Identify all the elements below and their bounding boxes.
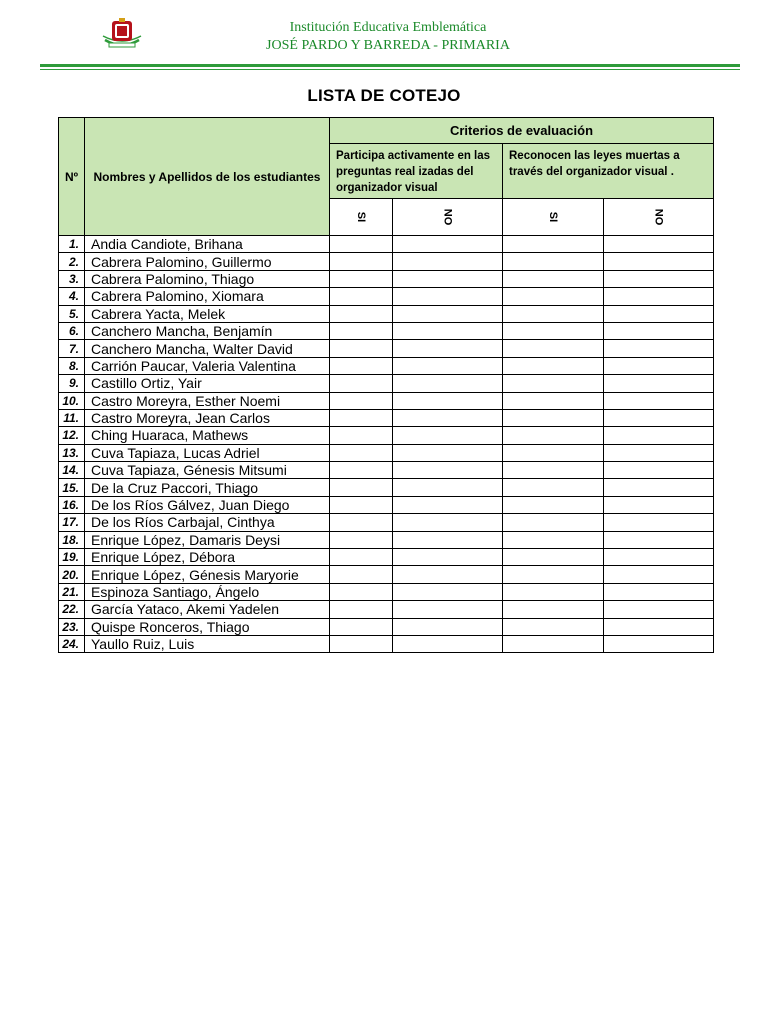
table-row xyxy=(59,462,714,479)
criterion-1-no-cell xyxy=(393,444,503,461)
criterion-2-yes-cell xyxy=(503,375,604,392)
criterion-1-yes-cell xyxy=(330,270,393,287)
student-name: Castro Moreyra, Esther Noemi xyxy=(85,392,330,409)
criterion-2-yes-cell xyxy=(503,514,604,531)
criterion-1-yes-cell xyxy=(330,549,393,566)
table-row xyxy=(59,427,714,444)
criterion-2-yes-cell xyxy=(503,288,604,305)
table-row xyxy=(59,409,714,426)
table-row xyxy=(59,549,714,566)
criterion-2-no-cell xyxy=(604,305,714,322)
criterion-1-yes-cell xyxy=(330,305,393,322)
criterion-2-yes-cell xyxy=(503,531,604,548)
criterion-2-yes-cell xyxy=(503,236,604,253)
student-number: 22. xyxy=(59,601,85,618)
student-name: Andia Candiote, Brihana xyxy=(85,236,330,253)
criterion-1-no-cell xyxy=(393,462,503,479)
student-name: Cabrera Palomino, Thiago xyxy=(85,270,330,287)
criterion-2-yes-cell xyxy=(503,322,604,339)
criterion-1-yes-cell xyxy=(330,392,393,409)
criteria-heading: Criterios de evaluación xyxy=(330,118,714,144)
criterion-1-no-cell xyxy=(393,236,503,253)
criterion-2-no-cell xyxy=(604,531,714,548)
student-name: Castro Moreyra, Jean Carlos xyxy=(85,409,330,426)
criterion-1-no-cell xyxy=(393,601,503,618)
criterion-1-yes-cell xyxy=(330,288,393,305)
student-number: 18. xyxy=(59,531,85,548)
table-row xyxy=(59,618,714,635)
criterion-1-yes-cell xyxy=(330,514,393,531)
criterion-2-yes-cell xyxy=(503,392,604,409)
student-number: 12. xyxy=(59,427,85,444)
student-name: Cabrera Yacta, Melek xyxy=(85,305,330,322)
criterion-2-no-cell xyxy=(604,288,714,305)
student-number: 10. xyxy=(59,392,85,409)
student-name: Cuva Tapiaza, Génesis Mitsumi xyxy=(85,462,330,479)
student-number: 8. xyxy=(59,357,85,374)
criterion-2-yes-cell xyxy=(503,566,604,583)
table-row xyxy=(59,322,714,339)
table-row xyxy=(59,531,714,548)
criterion-1-no-cell xyxy=(393,479,503,496)
student-name: De la Cruz Paccori, Thiago xyxy=(85,479,330,496)
student-number: 13. xyxy=(59,444,85,461)
criterion-1-no-cell xyxy=(393,253,503,270)
table-row xyxy=(59,236,714,253)
criterion-1-no-cell xyxy=(393,305,503,322)
criterion-2-yes-cell xyxy=(503,270,604,287)
criterion-2-no-cell xyxy=(604,357,714,374)
criterion-1-no-cell xyxy=(393,427,503,444)
student-name: Ching Huaraca, Mathews xyxy=(85,427,330,444)
student-number: 6. xyxy=(59,322,85,339)
criterion-2-no-cell xyxy=(604,618,714,635)
table-row xyxy=(59,340,714,357)
criterion-2-no-cell xyxy=(604,375,714,392)
criterion-2-no-cell xyxy=(604,409,714,426)
criterion-2-no-cell xyxy=(604,635,714,652)
student-number: 16. xyxy=(59,496,85,513)
checklist-table xyxy=(58,117,714,653)
student-name: Canchero Mancha, Walter David xyxy=(85,340,330,357)
criterion-1-no-cell xyxy=(393,549,503,566)
student-number: 17. xyxy=(59,514,85,531)
student-number: 23. xyxy=(59,618,85,635)
school-level-name: JOSÉ PARDO Y BARREDA - PRIMARIA xyxy=(266,38,510,53)
student-name: Cabrera Palomino, Xiomara xyxy=(85,288,330,305)
criterion-1-no-header xyxy=(393,199,503,236)
criterion-2-no-cell xyxy=(604,392,714,409)
student-name: Carrión Paucar, Valeria Valentina xyxy=(85,357,330,374)
student-name: Cabrera Palomino, Guillermo xyxy=(85,253,330,270)
institution-name: Institución Educativa Emblemática xyxy=(289,20,487,35)
table-row xyxy=(59,514,714,531)
student-number: 2. xyxy=(59,253,85,270)
criterion-1-yes-header xyxy=(330,199,393,236)
criterion-2-no-cell xyxy=(604,444,714,461)
criterion-2-no-cell xyxy=(604,479,714,496)
criterion-2-no-cell xyxy=(604,253,714,270)
criterion-2-no-cell xyxy=(604,462,714,479)
student-name: García Yataco, Akemi Yadelen xyxy=(85,601,330,618)
criterion-2-no-cell xyxy=(604,514,714,531)
criterion-1-yes-cell xyxy=(330,601,393,618)
criterion-2-yes-cell xyxy=(503,253,604,270)
criterion-2-no-cell xyxy=(604,340,714,357)
student-number: 9. xyxy=(59,375,85,392)
criterion-1-no-cell xyxy=(393,270,503,287)
criterion-1-no-cell xyxy=(393,496,503,513)
criterion-2-yes-cell xyxy=(503,357,604,374)
criterion-1-no-cell xyxy=(393,618,503,635)
student-number: 5. xyxy=(59,305,85,322)
criterion-1-no-cell xyxy=(393,514,503,531)
criterion-2-no-cell xyxy=(604,322,714,339)
student-name: Enrique López, Damaris Deysi xyxy=(85,531,330,548)
criterion-1-no-cell xyxy=(393,409,503,426)
criterion-1-yes-cell xyxy=(330,635,393,652)
table-row xyxy=(59,566,714,583)
number-column-header: Nº xyxy=(59,118,85,236)
criterion-1-no-cell xyxy=(393,392,503,409)
criterion-2-yes-cell xyxy=(503,444,604,461)
table-row xyxy=(59,270,714,287)
student-number: 7. xyxy=(59,340,85,357)
criterion-2-no-cell xyxy=(604,583,714,600)
student-number: 21. xyxy=(59,583,85,600)
criterion-2-no-cell xyxy=(604,549,714,566)
criterion-2-yes-cell xyxy=(503,583,604,600)
student-rows xyxy=(59,236,714,653)
criterion-1-yes-cell xyxy=(330,236,393,253)
student-name: Espinoza Santiago, Ángelo xyxy=(85,583,330,600)
table-row xyxy=(59,305,714,322)
table-row xyxy=(59,583,714,600)
criterion-2-no-cell xyxy=(604,566,714,583)
student-number: 19. xyxy=(59,549,85,566)
table-row xyxy=(59,635,714,652)
criterion-1-yes-cell xyxy=(330,479,393,496)
criterion-2-no-cell xyxy=(604,601,714,618)
criterion-2-no-cell xyxy=(604,270,714,287)
student-number: 1. xyxy=(59,236,85,253)
criterion-1-yes-cell xyxy=(330,340,393,357)
student-name: Castillo Ortiz, Yair xyxy=(85,375,330,392)
criterion-1-yes-cell xyxy=(330,444,393,461)
header-divider-thin xyxy=(40,69,740,70)
no-label: NO xyxy=(652,208,665,226)
criterion-1-yes-cell xyxy=(330,253,393,270)
names-column-header: Nombres y Apellidos de los estudiantes xyxy=(85,118,330,236)
criterion-1-no-cell xyxy=(393,583,503,600)
criterion-2-yes-cell xyxy=(503,479,604,496)
student-name: Canchero Mancha, Benjamín xyxy=(85,322,330,339)
criterion-1-no-cell xyxy=(393,288,503,305)
criterion-1-yes-cell xyxy=(330,618,393,635)
header-divider xyxy=(40,64,740,67)
table-row xyxy=(59,375,714,392)
student-name: Yaullo Ruiz, Luis xyxy=(85,635,330,652)
criterion-1-no-cell xyxy=(393,322,503,339)
criterion-1-yes-cell xyxy=(330,375,393,392)
criterion-1-yes-cell xyxy=(330,322,393,339)
criterion-2-yes-cell xyxy=(503,635,604,652)
criterion-1-yes-cell xyxy=(330,496,393,513)
criterion-2-yes-cell xyxy=(503,496,604,513)
table-row xyxy=(59,253,714,270)
student-number: 11. xyxy=(59,409,85,426)
table-row xyxy=(59,357,714,374)
criterion-1-no-cell xyxy=(393,357,503,374)
criterion-1-no-cell xyxy=(393,635,503,652)
criterion-2-yes-cell xyxy=(503,462,604,479)
criterion-2-description: Reconocen las leyes muertas a través del organizador visual . xyxy=(503,144,714,199)
student-name: Enrique López, Génesis Maryorie xyxy=(85,566,330,583)
criterion-2-no-cell xyxy=(604,496,714,513)
yes-label: SI xyxy=(547,211,559,223)
criterion-1-yes-cell xyxy=(330,427,393,444)
table-row xyxy=(59,444,714,461)
table-row xyxy=(59,288,714,305)
student-number: 3. xyxy=(59,270,85,287)
criterion-2-yes-header xyxy=(503,199,604,236)
criterion-1-no-cell xyxy=(393,375,503,392)
criterion-1-yes-cell xyxy=(330,357,393,374)
criterion-1-no-cell xyxy=(393,340,503,357)
criterion-2-yes-cell xyxy=(503,409,604,426)
criterion-1-no-cell xyxy=(393,531,503,548)
criterion-1-no-cell xyxy=(393,566,503,583)
student-name: De los Ríos Carbajal, Cinthya xyxy=(85,514,330,531)
criterion-2-yes-cell xyxy=(503,340,604,357)
criterion-2-no-cell xyxy=(604,427,714,444)
table-row xyxy=(59,479,714,496)
document-header xyxy=(0,0,768,75)
criterion-1-yes-cell xyxy=(330,462,393,479)
criterion-1-yes-cell xyxy=(330,531,393,548)
student-number: 14. xyxy=(59,462,85,479)
student-number: 15. xyxy=(59,479,85,496)
criterion-2-yes-cell xyxy=(503,427,604,444)
student-name: Enrique López, Débora xyxy=(85,549,330,566)
table-row xyxy=(59,496,714,513)
criterion-2-no-header xyxy=(604,199,714,236)
student-name: De los Ríos Gálvez, Juan Diego xyxy=(85,496,330,513)
criterion-1-description: Participa activamente en las preguntas real izadas del organizador visual xyxy=(330,144,503,199)
criterion-2-no-cell xyxy=(604,236,714,253)
criterion-2-yes-cell xyxy=(503,305,604,322)
student-name: Quispe Ronceros, Thiago xyxy=(85,618,330,635)
student-number: 20. xyxy=(59,566,85,583)
student-number: 24. xyxy=(59,635,85,652)
criterion-1-yes-cell xyxy=(330,583,393,600)
student-number: 4. xyxy=(59,288,85,305)
table-row xyxy=(59,392,714,409)
student-name: Cuva Tapiaza, Lucas Adriel xyxy=(85,444,330,461)
criterion-2-yes-cell xyxy=(503,601,604,618)
criterion-1-yes-cell xyxy=(330,409,393,426)
table-row xyxy=(59,601,714,618)
criterion-1-yes-cell xyxy=(330,566,393,583)
criterion-2-yes-cell xyxy=(503,618,604,635)
no-label: NO xyxy=(441,208,454,226)
yes-label: SI xyxy=(355,211,367,223)
document-title: LISTA DE COTEJO xyxy=(307,86,461,105)
criterion-2-yes-cell xyxy=(503,549,604,566)
